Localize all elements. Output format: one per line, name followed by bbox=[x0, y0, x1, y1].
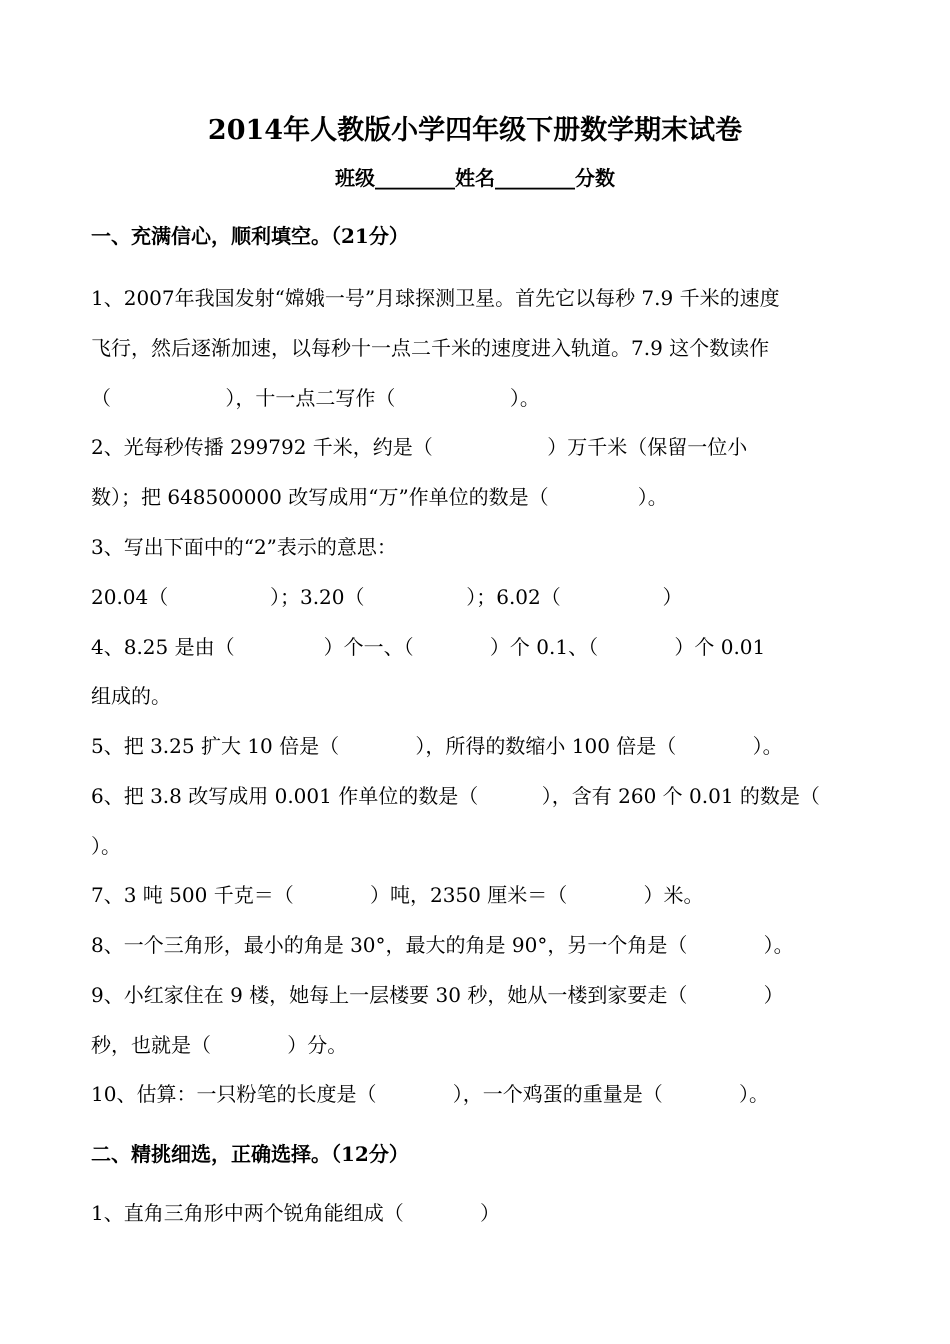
question-line: 2、光每秒传播 299792 千米，约是（ ）万千米（保留一位小 bbox=[91, 435, 748, 459]
question-line: 飞行，然后逐渐加速，以每秒十一点二千米的速度进入轨道。7.9 这个数读作 bbox=[91, 336, 770, 360]
exam-title: 2014年人教版小学四年级下册数学期末试卷 bbox=[207, 115, 743, 146]
question-line: 8、一个三角形，最小的角是 30°，最大的角是 90°，另一个角是（ ）。 bbox=[91, 933, 794, 957]
question-line: 3、写出下面中的“2”表示的意思： bbox=[91, 535, 397, 559]
question-line: 数）；把 648500000 改写成用“万”作单位的数是（ ）。 bbox=[91, 485, 668, 509]
question-line: 10、估算：一只粉笔的长度是（ ），一个鸡蛋的重量是（ ）。 bbox=[91, 1082, 770, 1106]
question-line: 组成的。 bbox=[91, 684, 171, 708]
question-line: （ ），十一点二写作（ ）。 bbox=[91, 386, 540, 410]
class-name-score-line: 班级________姓名________分数 bbox=[335, 166, 615, 190]
question-line: 1、2007年我国发射“嫦娥一号”月球探测卫星。首先它以每秒 7.9 千米的速度 bbox=[91, 286, 780, 310]
question-line: 20.04（ ）；3.20（ ）；6.02（ ） bbox=[91, 585, 683, 609]
question-line: 1、直角三角形中两个锐角能组成（ ） bbox=[91, 1201, 501, 1225]
question-line: ）。 bbox=[91, 834, 121, 858]
question-line: 9、小红家住在 9 楼，她每上一层楼要 30 秒，她从一楼到家要走（ ） bbox=[91, 983, 784, 1007]
question-line: 6、把 3.8 改写成用 0.001 作单位的数是（ ），含有 260 个 0.01 的数是（ bbox=[91, 784, 820, 808]
question-line: 7、3 吨 500 千克＝（ ）吨，2350 厘米＝（ ）米。 bbox=[91, 883, 704, 907]
question-line: 秒，也就是（ ）分。 bbox=[91, 1033, 348, 1057]
question-line: 5、把 3.25 扩大 10 倍是（ ），所得的数缩小 100 倍是（ ）。 bbox=[91, 734, 783, 758]
section-2-heading: 二、精挑细选，正确选择。（12分） bbox=[91, 1142, 409, 1166]
section-1-heading: 一、充满信心，顺利填空。（21分） bbox=[91, 224, 409, 248]
question-line: 4、8.25 是由（ ）个一、（ ）个 0.1、（ ）个 0.01 bbox=[91, 635, 766, 659]
